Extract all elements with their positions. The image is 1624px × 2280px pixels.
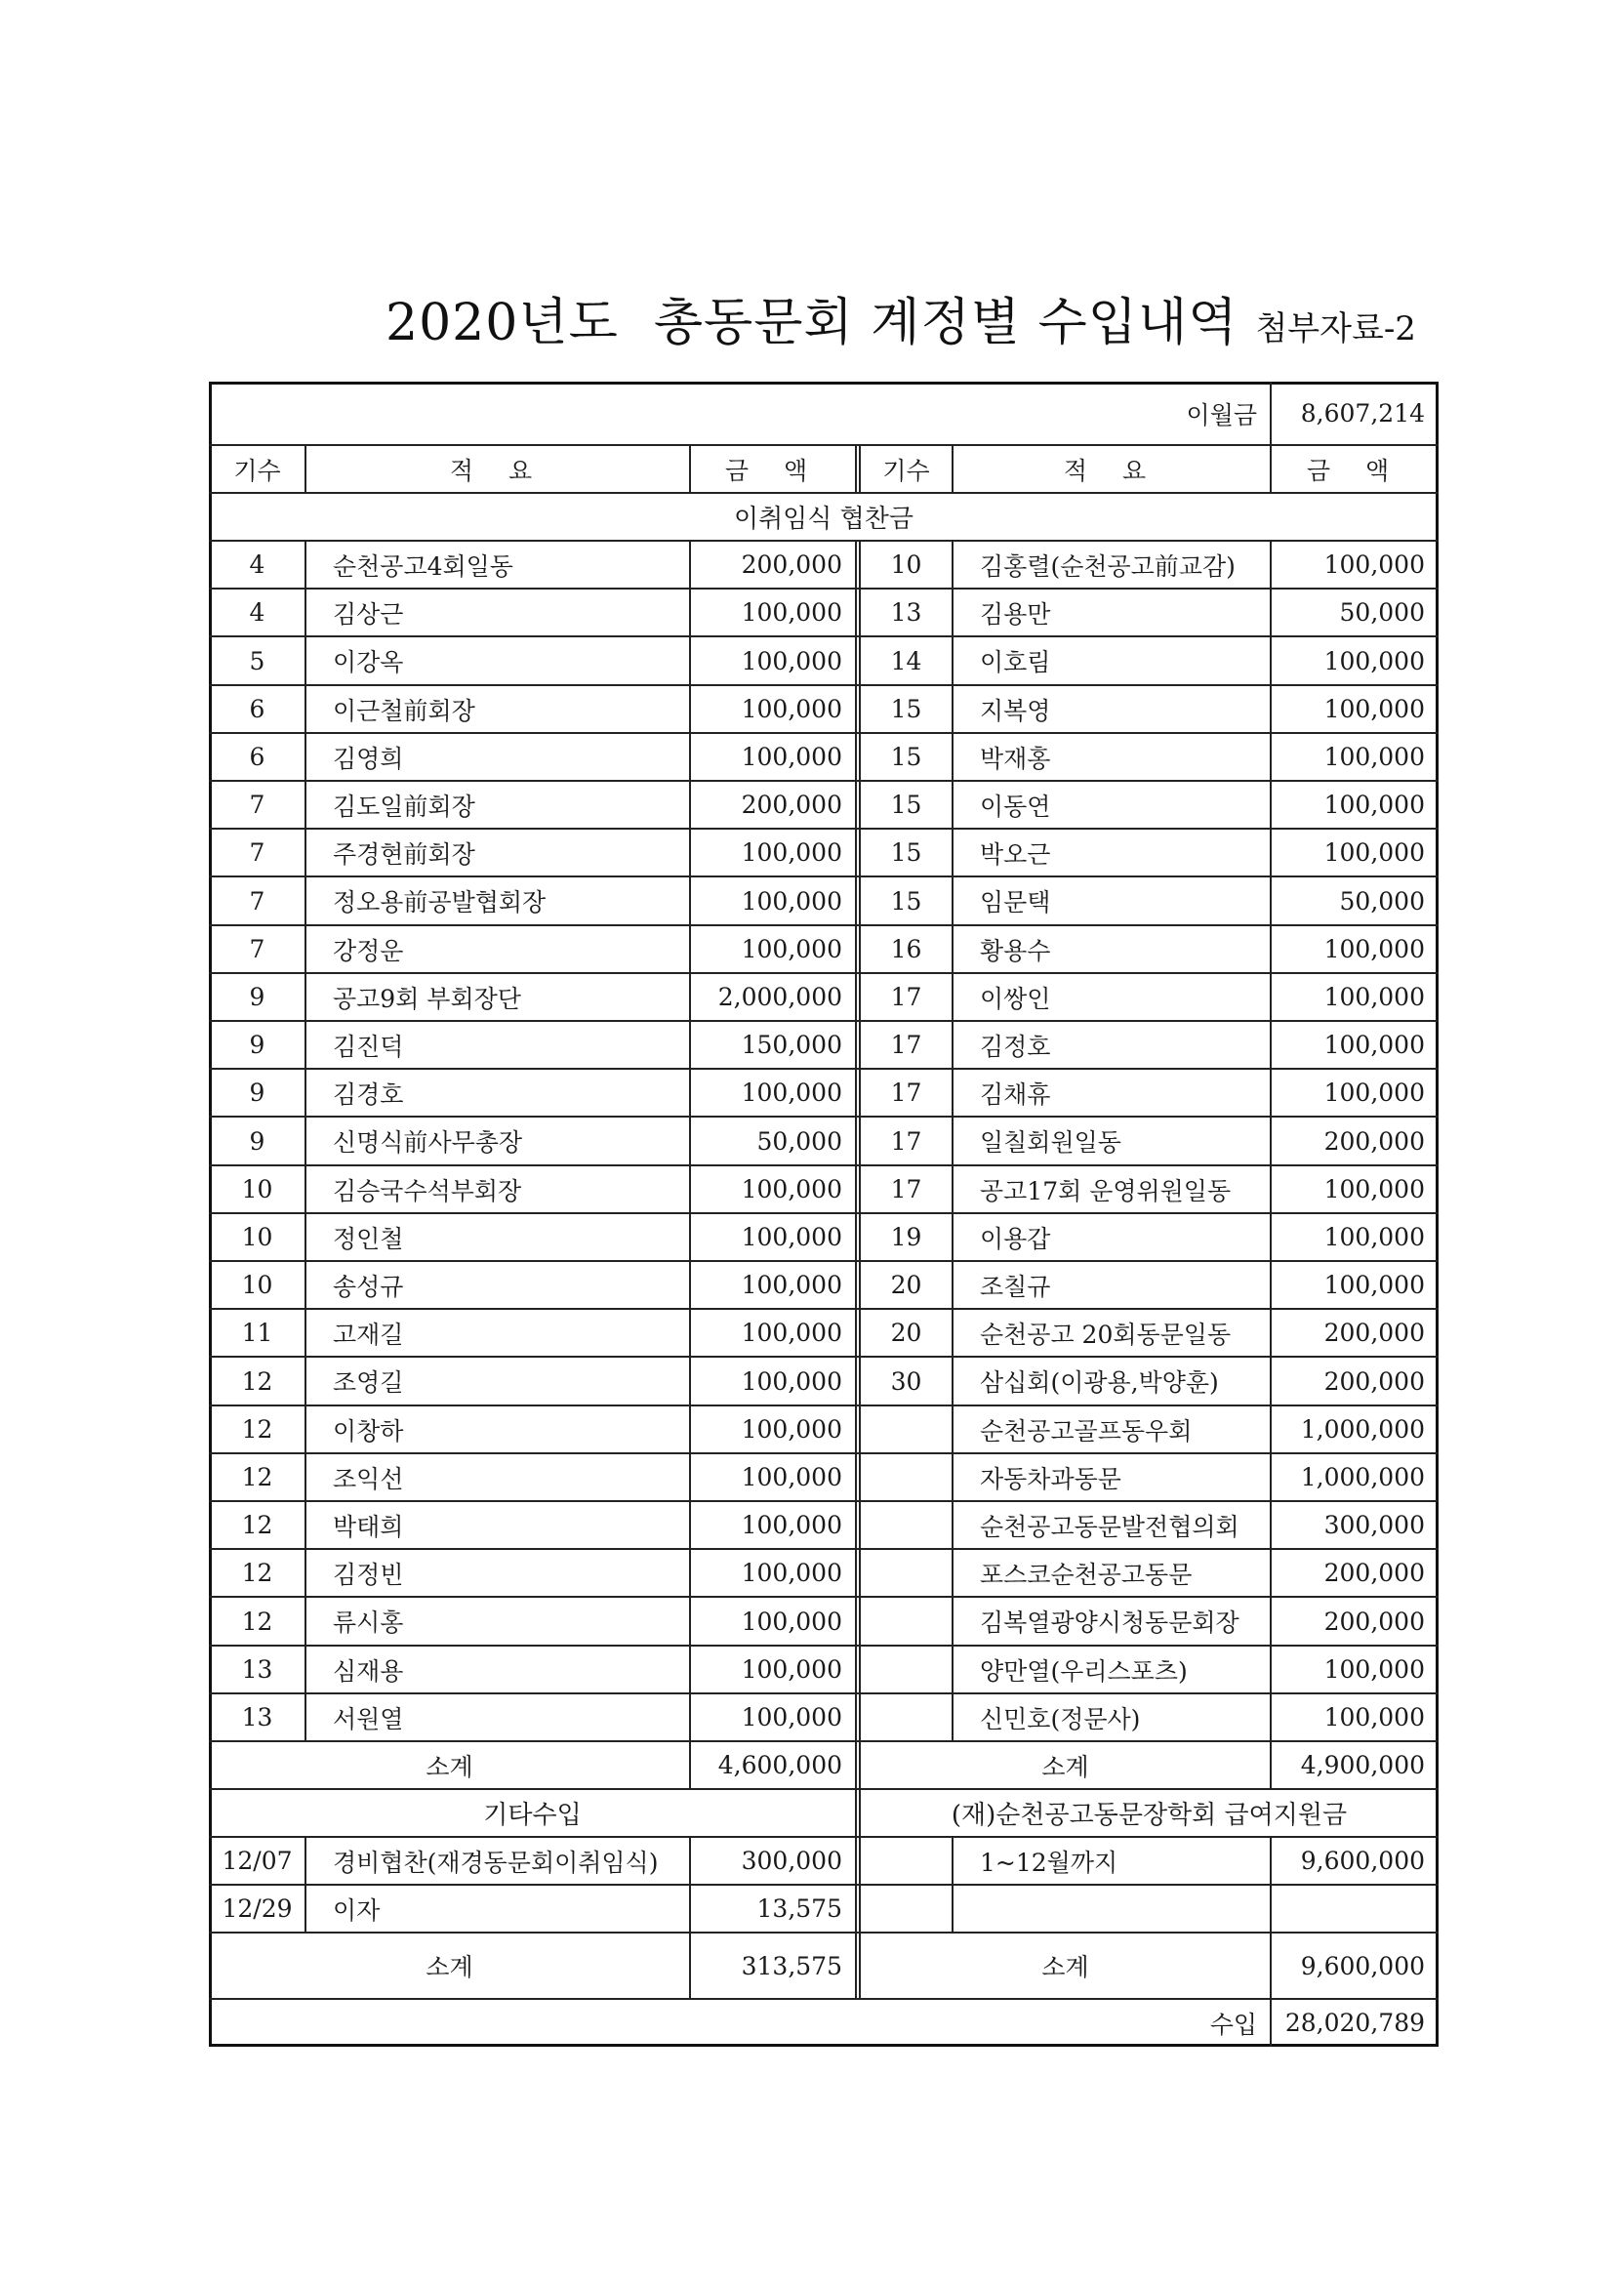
row-amount: 100,000 — [741, 1607, 842, 1636]
other-income-description: 경비협찬(재경동문회이취임식) — [333, 1848, 659, 1877]
row-description: 김상근 — [333, 599, 404, 629]
row-description: 공고9회 부회장단 — [333, 984, 521, 1013]
row-amount-right: 200,000 — [1323, 1366, 1425, 1396]
row-description: 이창하 — [333, 1416, 404, 1445]
row-amount-right: 200,000 — [1323, 1126, 1425, 1156]
row-description: 김진덕 — [333, 1032, 404, 1061]
row-gisu: 12 — [241, 1366, 273, 1396]
row-amount-right: 300,000 — [1323, 1511, 1425, 1539]
row-description-right: 김복열광양시청동문회장 — [980, 1608, 1239, 1637]
row-description: 류시홍 — [333, 1608, 404, 1637]
row-amount-right: 100,000 — [1323, 1079, 1425, 1107]
row-amount-right: 100,000 — [1323, 935, 1425, 963]
scholarship-amount — [1271, 1885, 1439, 1933]
row-description-right: 박오근 — [980, 839, 1051, 869]
row-gisu: 7 — [249, 935, 265, 963]
row-description: 신명식前사무총장 — [333, 1128, 523, 1157]
other-subtotal-amount: 313,575 — [741, 1951, 842, 1980]
row-amount: 100,000 — [741, 935, 842, 963]
row-gisu: 11 — [241, 1319, 273, 1347]
row-description: 송성규 — [333, 1272, 404, 1301]
scholarship-subtotal-amount: 9,600,000 — [1300, 1951, 1425, 1980]
row-gisu-right: 30 — [890, 1366, 922, 1396]
row-description: 김도일前회장 — [333, 792, 475, 821]
row-amount: 100,000 — [741, 1271, 842, 1299]
row-description-right: 이용갑 — [980, 1224, 1051, 1253]
row-description-right: 일칠회원일동 — [980, 1128, 1121, 1157]
row-amount: 200,000 — [741, 791, 842, 819]
row-gisu-right — [860, 1501, 953, 1549]
row-description-right: 황용수 — [980, 936, 1051, 965]
row-amount-right: 50,000 — [1339, 886, 1425, 916]
row-amount: 100,000 — [741, 1415, 842, 1444]
row-description: 이강옥 — [333, 648, 404, 676]
row-gisu: 4 — [249, 598, 265, 627]
row-amount-right: 100,000 — [1323, 646, 1425, 675]
row-gisu: 12 — [241, 1607, 273, 1636]
row-gisu-right: 15 — [890, 838, 922, 867]
row-description-right: 순천공고 20회동문일동 — [980, 1320, 1232, 1349]
scholarship-subtotal-label: 소계 — [1041, 1953, 1089, 1981]
row-description: 주경현前회장 — [333, 839, 475, 869]
carryover-amount: 8,607,214 — [1300, 399, 1425, 428]
other-income-date: 12/29 — [222, 1894, 293, 1923]
row-amount-right: 200,000 — [1323, 1607, 1425, 1636]
row-description: 정인철 — [333, 1224, 404, 1253]
row-gisu: 7 — [249, 886, 265, 916]
scholarship-gisu — [860, 1885, 953, 1933]
row-gisu-right — [860, 1646, 953, 1693]
row-amount-right: 1,000,000 — [1300, 1463, 1425, 1491]
row-description-right: 박재홍 — [980, 744, 1051, 773]
row-description-right: 공고17회 운영위원일동 — [980, 1176, 1232, 1205]
column-header-amount-right: 금 액 — [1306, 456, 1403, 485]
row-amount: 100,000 — [741, 1079, 842, 1107]
row-amount-right: 100,000 — [1323, 695, 1425, 723]
row-gisu: 12 — [241, 1415, 273, 1444]
title-year: 2020년도 — [386, 294, 619, 352]
row-description-right: 삼십회(이광용,박양훈) — [980, 1368, 1219, 1397]
row-description-right: 김정호 — [980, 1032, 1051, 1061]
other-income-amount: 13,575 — [756, 1894, 842, 1923]
row-amount: 100,000 — [741, 1223, 842, 1251]
row-amount: 100,000 — [741, 1511, 842, 1539]
row-gisu: 6 — [249, 743, 265, 771]
row-amount-right: 100,000 — [1323, 1031, 1425, 1059]
row-gisu: 4 — [249, 550, 265, 579]
attachment-label: 첨부자료-2 — [1255, 309, 1416, 348]
row-amount-right: 50,000 — [1339, 598, 1425, 627]
row-amount: 100,000 — [741, 1366, 842, 1396]
row-gisu: 5 — [249, 646, 265, 675]
subtotal-label-right: 소계 — [1041, 1752, 1089, 1781]
row-amount-right: 100,000 — [1323, 550, 1425, 579]
row-description: 박태희 — [333, 1512, 404, 1541]
row-gisu-right: 10 — [890, 550, 922, 579]
row-description-right: 순천공고골프동우회 — [980, 1416, 1193, 1445]
row-amount: 100,000 — [741, 1559, 842, 1587]
row-gisu: 10 — [241, 1271, 273, 1299]
row-description: 김정빈 — [333, 1560, 404, 1589]
title-text: 총동문회 계정별 수입내역 — [653, 294, 1238, 352]
row-gisu-right: 13 — [890, 598, 922, 627]
row-description-right: 김용만 — [980, 599, 1051, 629]
row-amount: 100,000 — [741, 1703, 842, 1731]
row-description-right: 순천공고동문발전협의회 — [980, 1512, 1239, 1541]
row-gisu-right: 19 — [890, 1223, 922, 1251]
section-title-scholarship: (재)순천공고동문장학회 급여지원금 — [951, 1801, 1348, 1830]
row-description-right: 조칠규 — [980, 1272, 1051, 1301]
row-gisu-right — [860, 1405, 953, 1453]
row-gisu-right: 20 — [890, 1271, 922, 1299]
row-description: 김영희 — [333, 744, 404, 773]
row-gisu: 9 — [249, 983, 265, 1011]
row-gisu: 12 — [241, 1511, 273, 1539]
row-description: 서원열 — [333, 1704, 404, 1733]
row-amount: 100,000 — [741, 743, 842, 771]
row-gisu: 12 — [241, 1559, 273, 1587]
row-description: 정오용前공발협회장 — [333, 888, 547, 916]
row-description-right: 김채휴 — [980, 1079, 1051, 1109]
row-amount: 100,000 — [741, 1319, 842, 1347]
scholarship-description: 1~12월까지 — [980, 1848, 1118, 1877]
other-subtotal-label: 소계 — [426, 1953, 473, 1981]
total-amount: 28,020,789 — [1284, 2009, 1425, 2037]
row-amount: 200,000 — [741, 550, 842, 579]
row-gisu: 13 — [241, 1703, 273, 1731]
row-description-right: 양만열(우리스포츠) — [980, 1656, 1188, 1686]
row-gisu-right: 17 — [890, 1175, 922, 1203]
other-income-description: 이자 — [333, 1895, 381, 1925]
row-gisu: 7 — [249, 791, 265, 819]
row-amount: 100,000 — [741, 1463, 842, 1491]
scholarship-amount: 9,600,000 — [1300, 1847, 1425, 1875]
row-gisu-right — [860, 1597, 953, 1646]
row-amount-right: 100,000 — [1323, 838, 1425, 867]
row-description: 김승국수석부회장 — [333, 1176, 522, 1205]
row-amount-right: 100,000 — [1323, 1655, 1425, 1684]
column-header-summary: 적 요 — [449, 456, 547, 485]
row-gisu-right: 15 — [890, 695, 922, 723]
row-gisu: 10 — [241, 1175, 273, 1203]
row-gisu-right — [860, 1693, 953, 1741]
row-gisu-right: 17 — [890, 1031, 922, 1059]
section-title-other-income: 기타수입 — [483, 1801, 582, 1830]
row-gisu: 10 — [241, 1223, 273, 1251]
row-amount-right: 200,000 — [1323, 1559, 1425, 1587]
row-description: 조익선 — [333, 1464, 404, 1493]
row-description: 심재용 — [333, 1656, 404, 1686]
section-title-sponsorship: 이취임식 협찬금 — [733, 505, 914, 534]
row-amount: 100,000 — [741, 695, 842, 723]
scholarship-description — [953, 1885, 1271, 1933]
row-amount-right: 1,000,000 — [1300, 1415, 1425, 1444]
row-gisu: 13 — [241, 1655, 273, 1684]
row-description: 조영길 — [333, 1368, 404, 1397]
row-gisu: 6 — [249, 695, 265, 723]
row-gisu: 9 — [249, 1079, 265, 1107]
row-description: 순천공고4회일동 — [333, 551, 513, 581]
total-label: 수입 — [1209, 2010, 1257, 2039]
row-amount: 100,000 — [741, 646, 842, 675]
subtotal-amount-left: 4,600,000 — [717, 1751, 842, 1779]
row-amount: 150,000 — [741, 1031, 842, 1059]
row-description: 김경호 — [333, 1079, 404, 1109]
row-amount-right: 100,000 — [1323, 983, 1425, 1011]
row-amount-right: 100,000 — [1323, 1271, 1425, 1299]
row-description-right: 김홍렬(순천공고前교감) — [980, 551, 1236, 581]
scholarship-gisu — [860, 1837, 953, 1885]
row-description: 고재길 — [333, 1320, 404, 1349]
row-description-right: 이호림 — [980, 648, 1051, 676]
row-gisu-right: 17 — [890, 983, 922, 1011]
row-description-right: 이동연 — [980, 792, 1051, 821]
row-amount-right: 100,000 — [1323, 1703, 1425, 1731]
row-description-right: 임문택 — [980, 888, 1051, 916]
row-amount-right: 100,000 — [1323, 791, 1425, 819]
column-header-amount: 금 액 — [724, 456, 822, 485]
row-gisu-right — [860, 1549, 953, 1597]
subtotal-amount-right: 4,900,000 — [1300, 1751, 1425, 1779]
row-amount: 100,000 — [741, 598, 842, 627]
subtotal-label-left: 소계 — [426, 1752, 473, 1781]
row-gisu-right: 15 — [890, 791, 922, 819]
row-gisu-right — [860, 1453, 953, 1501]
row-gisu-right: 20 — [890, 1319, 922, 1347]
row-gisu-right: 17 — [890, 1126, 922, 1156]
row-amount: 2,000,000 — [717, 983, 842, 1011]
row-amount: 50,000 — [756, 1126, 842, 1156]
row-description: 강정운 — [333, 936, 404, 965]
column-header-gisu-right: 기수 — [882, 456, 930, 485]
other-income-amount: 300,000 — [741, 1847, 842, 1875]
row-amount-right: 100,000 — [1323, 1223, 1425, 1251]
row-gisu: 12 — [241, 1463, 273, 1491]
column-header-summary-right: 적 요 — [1063, 456, 1160, 485]
row-gisu-right: 16 — [890, 935, 922, 963]
row-description-right: 신민호(정문사) — [980, 1704, 1141, 1733]
row-amount: 100,000 — [741, 1175, 842, 1203]
row-gisu-right: 17 — [890, 1079, 922, 1107]
row-gisu: 7 — [249, 838, 265, 867]
row-description: 이근철前회장 — [333, 696, 475, 725]
row-gisu-right: 15 — [890, 743, 922, 771]
row-gisu: 9 — [249, 1031, 265, 1059]
carryover-label: 이월금 — [1186, 400, 1257, 429]
row-description-right: 이쌍인 — [980, 984, 1051, 1013]
row-description-right: 포스코순천공고동문 — [980, 1560, 1193, 1589]
row-gisu: 9 — [249, 1126, 265, 1156]
row-amount-right: 100,000 — [1323, 743, 1425, 771]
column-header-gisu: 기수 — [233, 456, 281, 485]
row-amount-right: 200,000 — [1323, 1319, 1425, 1347]
row-gisu-right: 15 — [890, 886, 922, 916]
other-income-date: 12/07 — [222, 1847, 293, 1875]
row-description-right: 자동차과동문 — [980, 1464, 1121, 1493]
row-amount-right: 100,000 — [1323, 1175, 1425, 1203]
row-amount: 100,000 — [741, 838, 842, 867]
row-description-right: 지복영 — [980, 696, 1051, 725]
row-amount: 100,000 — [741, 1655, 842, 1684]
row-amount: 100,000 — [741, 886, 842, 916]
row-gisu-right: 14 — [890, 646, 922, 675]
